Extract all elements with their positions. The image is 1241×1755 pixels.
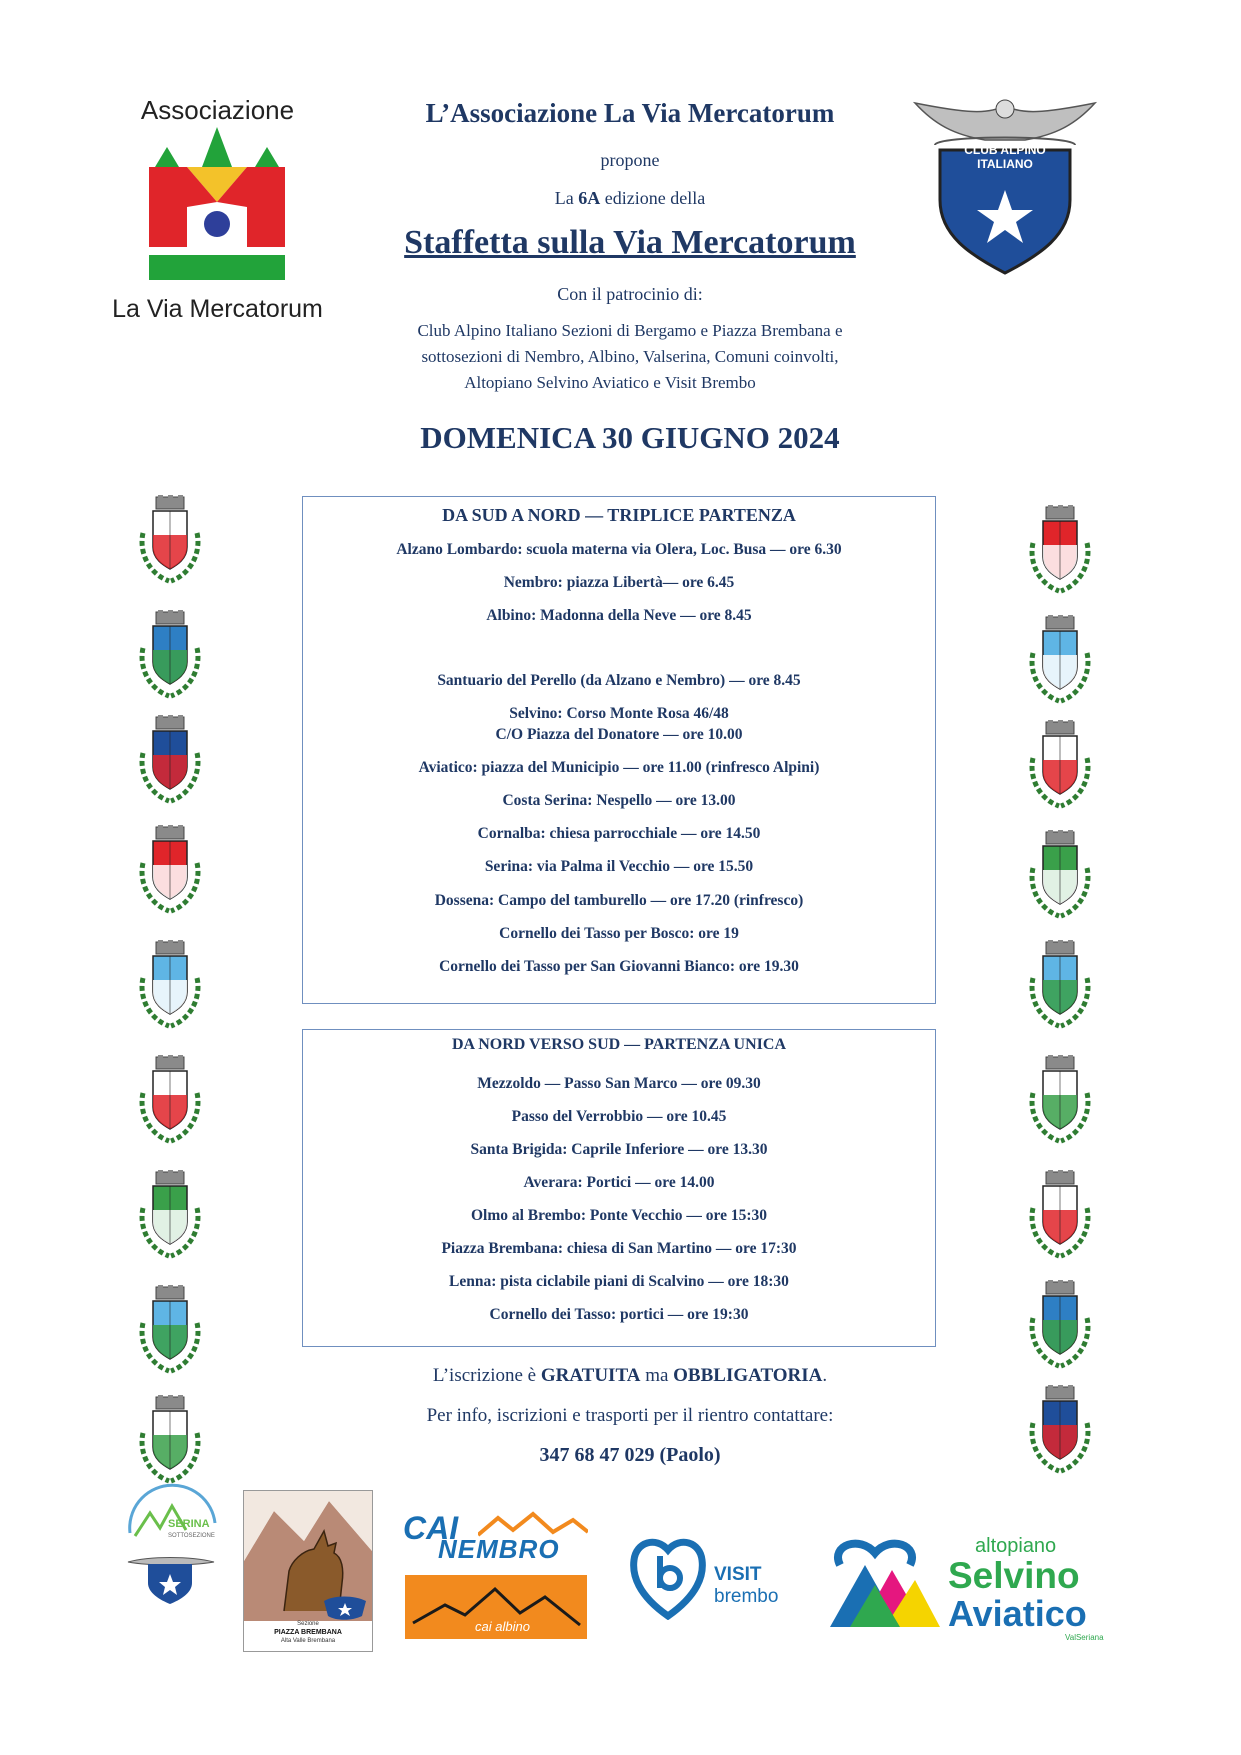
reg-free: GRATUITA bbox=[540, 1365, 641, 1386]
edition-pre: La bbox=[554, 188, 579, 208]
logo-text-top: Associazione bbox=[140, 95, 295, 125]
municipal-crest-icon bbox=[1025, 1170, 1095, 1262]
schedule-row: Santuario del Perello (da Alzano e Nembro) — ore 8.45 bbox=[437, 672, 801, 689]
municipal-crest-icon bbox=[1025, 615, 1095, 707]
municipal-crest-icon bbox=[1025, 830, 1095, 922]
via-mercatorum-emblem-icon bbox=[147, 127, 287, 287]
cai-nembro-text-2: NEMBRO bbox=[438, 1534, 560, 1564]
schedule-title: DA SUD A NORD — TRIPLICE PARTENZA bbox=[442, 505, 796, 525]
patronage-line-2: sottosezioni di Nembro, Albino, Valserina, Comuni coinvolti, bbox=[421, 347, 839, 366]
cai-nembro-text-1: CAI bbox=[403, 1510, 459, 1546]
municipal-crest-icon bbox=[1025, 1055, 1095, 1147]
municipal-crest-icon bbox=[135, 1055, 205, 1147]
municipal-crest-icon bbox=[135, 825, 205, 917]
cai-piazza-brembana-logo bbox=[243, 1490, 373, 1652]
associazione-logo bbox=[95, 95, 340, 335]
schedule-row: Serina: via Palma il Vecchio — ore 15.50 bbox=[484, 858, 754, 875]
schedule-row: Piazza Brembana: chiesa di San Martino — ore 17:30 bbox=[441, 1240, 797, 1257]
north-south-schedule bbox=[302, 1029, 936, 1347]
schedule-row: Cornello dei Tasso per Bosco: ore 19 bbox=[499, 925, 739, 942]
south-north-schedule bbox=[302, 496, 936, 1004]
serina-sub-text: SOTTOSEZIONE bbox=[168, 1533, 215, 1539]
event-date: DOMENICA 30 GIUGNO 2024 bbox=[420, 420, 840, 455]
pb-text-1: Sezione bbox=[297, 1621, 319, 1627]
altopiano-text: altopiano bbox=[975, 1535, 1057, 1557]
schedule-row: Cornalba: chiesa parrocchiale — ore 14.50 bbox=[477, 825, 761, 842]
schedule-row: Cornello dei Tasso: portici — ore 19:30 bbox=[489, 1306, 749, 1323]
chamois-mountain-icon bbox=[244, 1491, 372, 1621]
header-title: L’Associazione La Via Mercatorum bbox=[425, 98, 835, 128]
edition-post: edizione della bbox=[600, 188, 706, 208]
contact-phone: 347 68 47 029 (Paolo) bbox=[539, 1444, 721, 1466]
cai-serina-logo bbox=[120, 1478, 220, 1604]
cai-logo bbox=[895, 95, 1115, 285]
schedule-row: C/O Piazza del Donatore — ore 10.00 bbox=[495, 726, 743, 743]
logo-text-bottom: La Via Mercatorum bbox=[112, 295, 323, 323]
schedule-row: Dossena: Campo del tamburello — ore 17.20 (rinfresco) bbox=[434, 892, 804, 909]
municipal-crest-icon bbox=[135, 715, 205, 807]
serina-text: SERINA bbox=[168, 1518, 210, 1530]
reg-mid: ma bbox=[640, 1365, 674, 1386]
cai-logo-text: CLUB ALPINO ITALIANO bbox=[964, 143, 1046, 171]
cai-albino-text: cai albino bbox=[475, 1619, 530, 1634]
schedule-row: Selvino: Corso Monte Rosa 46/48 bbox=[509, 705, 729, 722]
schedule-row: Santa Brigida: Caprile Inferiore — ore 13.30 bbox=[470, 1141, 768, 1158]
brembo-text: brembo bbox=[714, 1586, 779, 1607]
patronage-label: Con il patrocinio di: bbox=[557, 284, 703, 304]
schedule-row: Nembro: piazza Libertà— ore 6.45 bbox=[503, 574, 735, 591]
cai-eagle-shield-icon bbox=[895, 95, 1115, 285]
registration-note bbox=[290, 1365, 970, 1387]
cai-nembro-logo bbox=[403, 1510, 593, 1564]
schedule-row: Costa Serina: Nespello — ore 13.00 bbox=[502, 792, 736, 809]
schedule-row: Averara: Portici — ore 14.00 bbox=[523, 1174, 715, 1191]
municipal-crest-icon bbox=[1025, 720, 1095, 812]
schedule-row: Mezzoldo — Passo San Marco — ore 09.30 bbox=[477, 1075, 761, 1092]
schedule-row: Cornello dei Tasso per San Giovanni Bianco: ore 19.30 bbox=[439, 958, 799, 975]
selvino-aviatico-logo bbox=[830, 1535, 1120, 1640]
edition-number: 6A bbox=[578, 188, 601, 208]
schedule-row: Passo del Verrobbio — ore 10.45 bbox=[511, 1108, 727, 1125]
reg-end: . bbox=[822, 1365, 828, 1386]
aviatico-text: Aviatico bbox=[948, 1593, 1087, 1634]
schedule-title: DA NORD VERSO SUD — PARTENZA UNICA bbox=[452, 1036, 786, 1053]
event-title: Staffetta sulla Via Mercatorum bbox=[404, 224, 856, 261]
municipal-crest-icon bbox=[1025, 940, 1095, 1032]
schedule-row: Alzano Lombardo: scuola materna via Olera, Loc. Busa — ore 6.30 bbox=[396, 541, 842, 558]
visit-brembo-heart-icon bbox=[628, 1530, 708, 1620]
municipal-crest-icon bbox=[135, 610, 205, 702]
propone-text: propone bbox=[600, 150, 660, 170]
patronage-line-1: Club Alpino Italiano Sezioni di Bergamo e Piazza Brembana e bbox=[417, 321, 843, 340]
schedule-row: Olmo al Brembo: Ponte Vecchio — ore 15:30 bbox=[470, 1207, 768, 1224]
schedule-row: Albino: Madonna della Neve — ore 8.45 bbox=[486, 607, 752, 624]
visit-brembo-logo bbox=[628, 1530, 808, 1620]
cai-serina-mountain-icon bbox=[120, 1478, 220, 1604]
municipal-crest-icon bbox=[1025, 1385, 1095, 1477]
schedule-row: Lenna: pista ciclabile piani di Scalvino — ore 18:30 bbox=[449, 1273, 789, 1290]
reg-pre: L’iscrizione è bbox=[432, 1365, 541, 1386]
municipal-crest-icon bbox=[135, 1285, 205, 1377]
municipal-crest-icon bbox=[1025, 1280, 1095, 1372]
edition-line bbox=[360, 188, 900, 209]
schedule-row: Aviatico: piazza del Municipio — ore 11.00 (rinfresco Alpini) bbox=[418, 759, 820, 776]
cai-albino-logo bbox=[405, 1575, 587, 1639]
valseriana-text: ValSeriana bbox=[1065, 1633, 1104, 1642]
patronage-line-3: Altopiano Selvino Aviatico e Visit Brembo bbox=[464, 373, 756, 392]
municipal-crest-icon bbox=[135, 940, 205, 1032]
selvino-mountains-icon bbox=[830, 1535, 940, 1630]
municipal-crest-icon bbox=[1025, 505, 1095, 597]
pb-text-3: Alta Valle Brembana bbox=[280, 1638, 336, 1644]
reg-mandatory: OBBLIGATORIA bbox=[673, 1365, 823, 1386]
municipal-crest-icon bbox=[135, 1395, 205, 1487]
municipal-crest-icon bbox=[135, 1170, 205, 1262]
pb-text-2: PIAZZA BREMBANA bbox=[274, 1629, 342, 1636]
municipal-crest-icon bbox=[135, 495, 205, 587]
info-line: Per info, iscrizioni e trasporti per il rientro contattare: bbox=[426, 1405, 834, 1426]
selvino-text: Selvino bbox=[948, 1555, 1080, 1596]
visit-text: VISIT bbox=[714, 1564, 762, 1585]
